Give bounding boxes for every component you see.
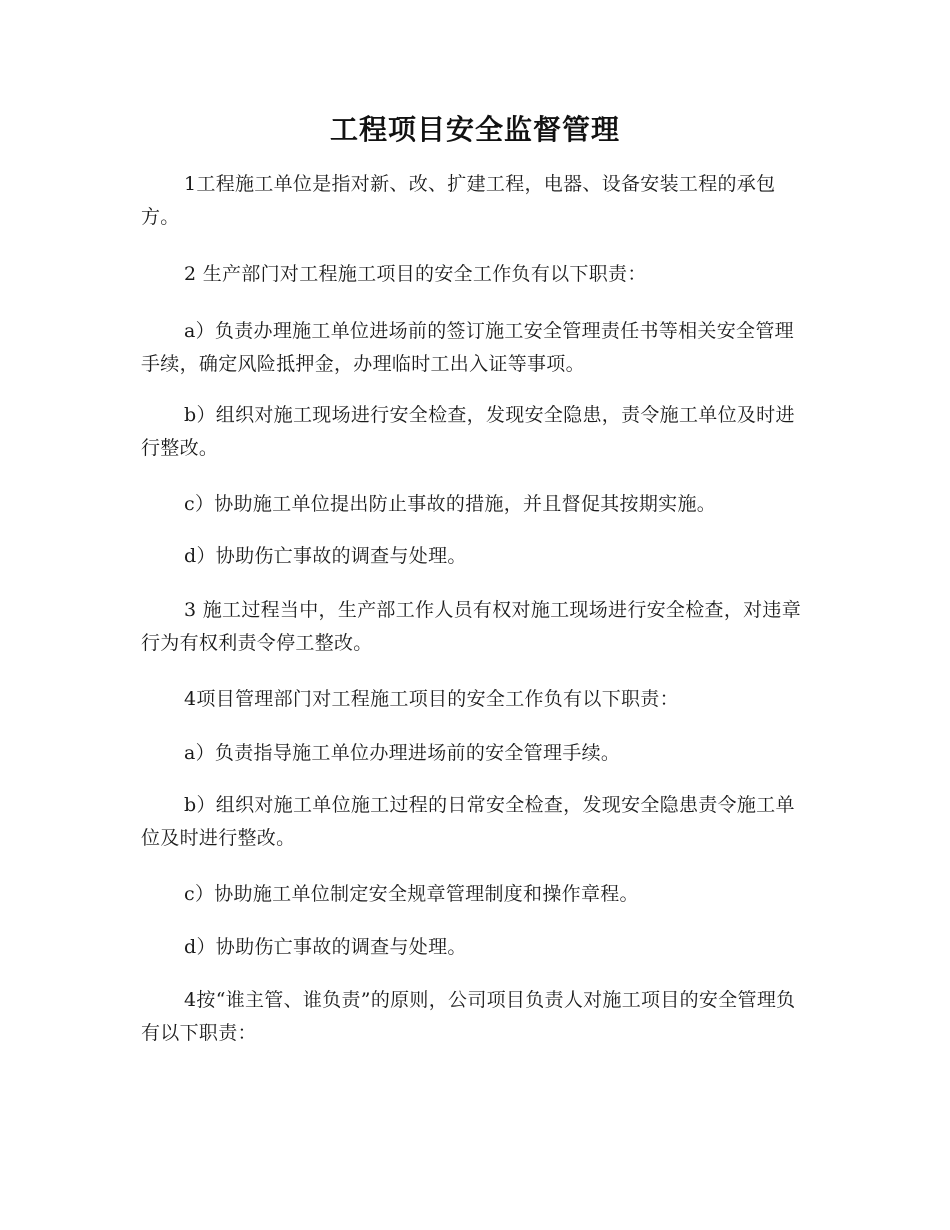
paragraph-production-duty-b: b）组织对施工现场进行安全检查，发现安全隐患，责令施工单位及时进行整改。: [141, 404, 795, 459]
document-title: 工程项目安全监督管理: [329, 113, 620, 146]
paragraph-production-dept-duties: 2 生产部门对工程施工项目的安全工作负有以下职责：: [184, 263, 647, 285]
paragraph-contractor-definition: 1工程施工单位是指对新、改、扩建工程，电器、设备安装工程的承包方。: [141, 173, 776, 228]
paragraph-project-dept-duties: 4项目管理部门对工程施工项目的安全工作负有以下职责：: [184, 688, 679, 710]
paragraph-project-duty-c: c）协助施工单位制定安全规章管理制度和操作章程。: [184, 883, 639, 905]
paragraph-production-duty-a: a）负责办理施工单位进场前的签订施工安全管理责任书等相关安全管理手续，确定风险抵押金，办理临时工出入证等事项。: [141, 320, 794, 375]
paragraph-production-staff-authority: 3 施工过程当中，生产部工作人员有权对施工现场进行安全检查，对违章行为有权利责令停工整改。: [141, 599, 802, 654]
paragraph-project-duty-d: d）协助伤亡事故的调查与处理。: [184, 936, 467, 958]
paragraph-project-duty-a: a）负责指导施工单位办理进场前的安全管理手续。: [184, 742, 621, 764]
paragraph-project-leader-duties: 4按“谁主管、谁负责”的原则，公司项目负责人对施工项目的安全管理负有以下职责：: [141, 989, 796, 1044]
paragraph-production-duty-c: c）协助施工单位提出防止事故的措施，并且督促其按期实施。: [184, 493, 717, 515]
paragraph-production-duty-d: d）协助伤亡事故的调查与处理。: [184, 545, 467, 567]
paragraph-project-duty-b: b）组织对施工单位施工过程的日常安全检查，发现安全隐患责令施工单位及时进行整改。: [141, 794, 795, 849]
